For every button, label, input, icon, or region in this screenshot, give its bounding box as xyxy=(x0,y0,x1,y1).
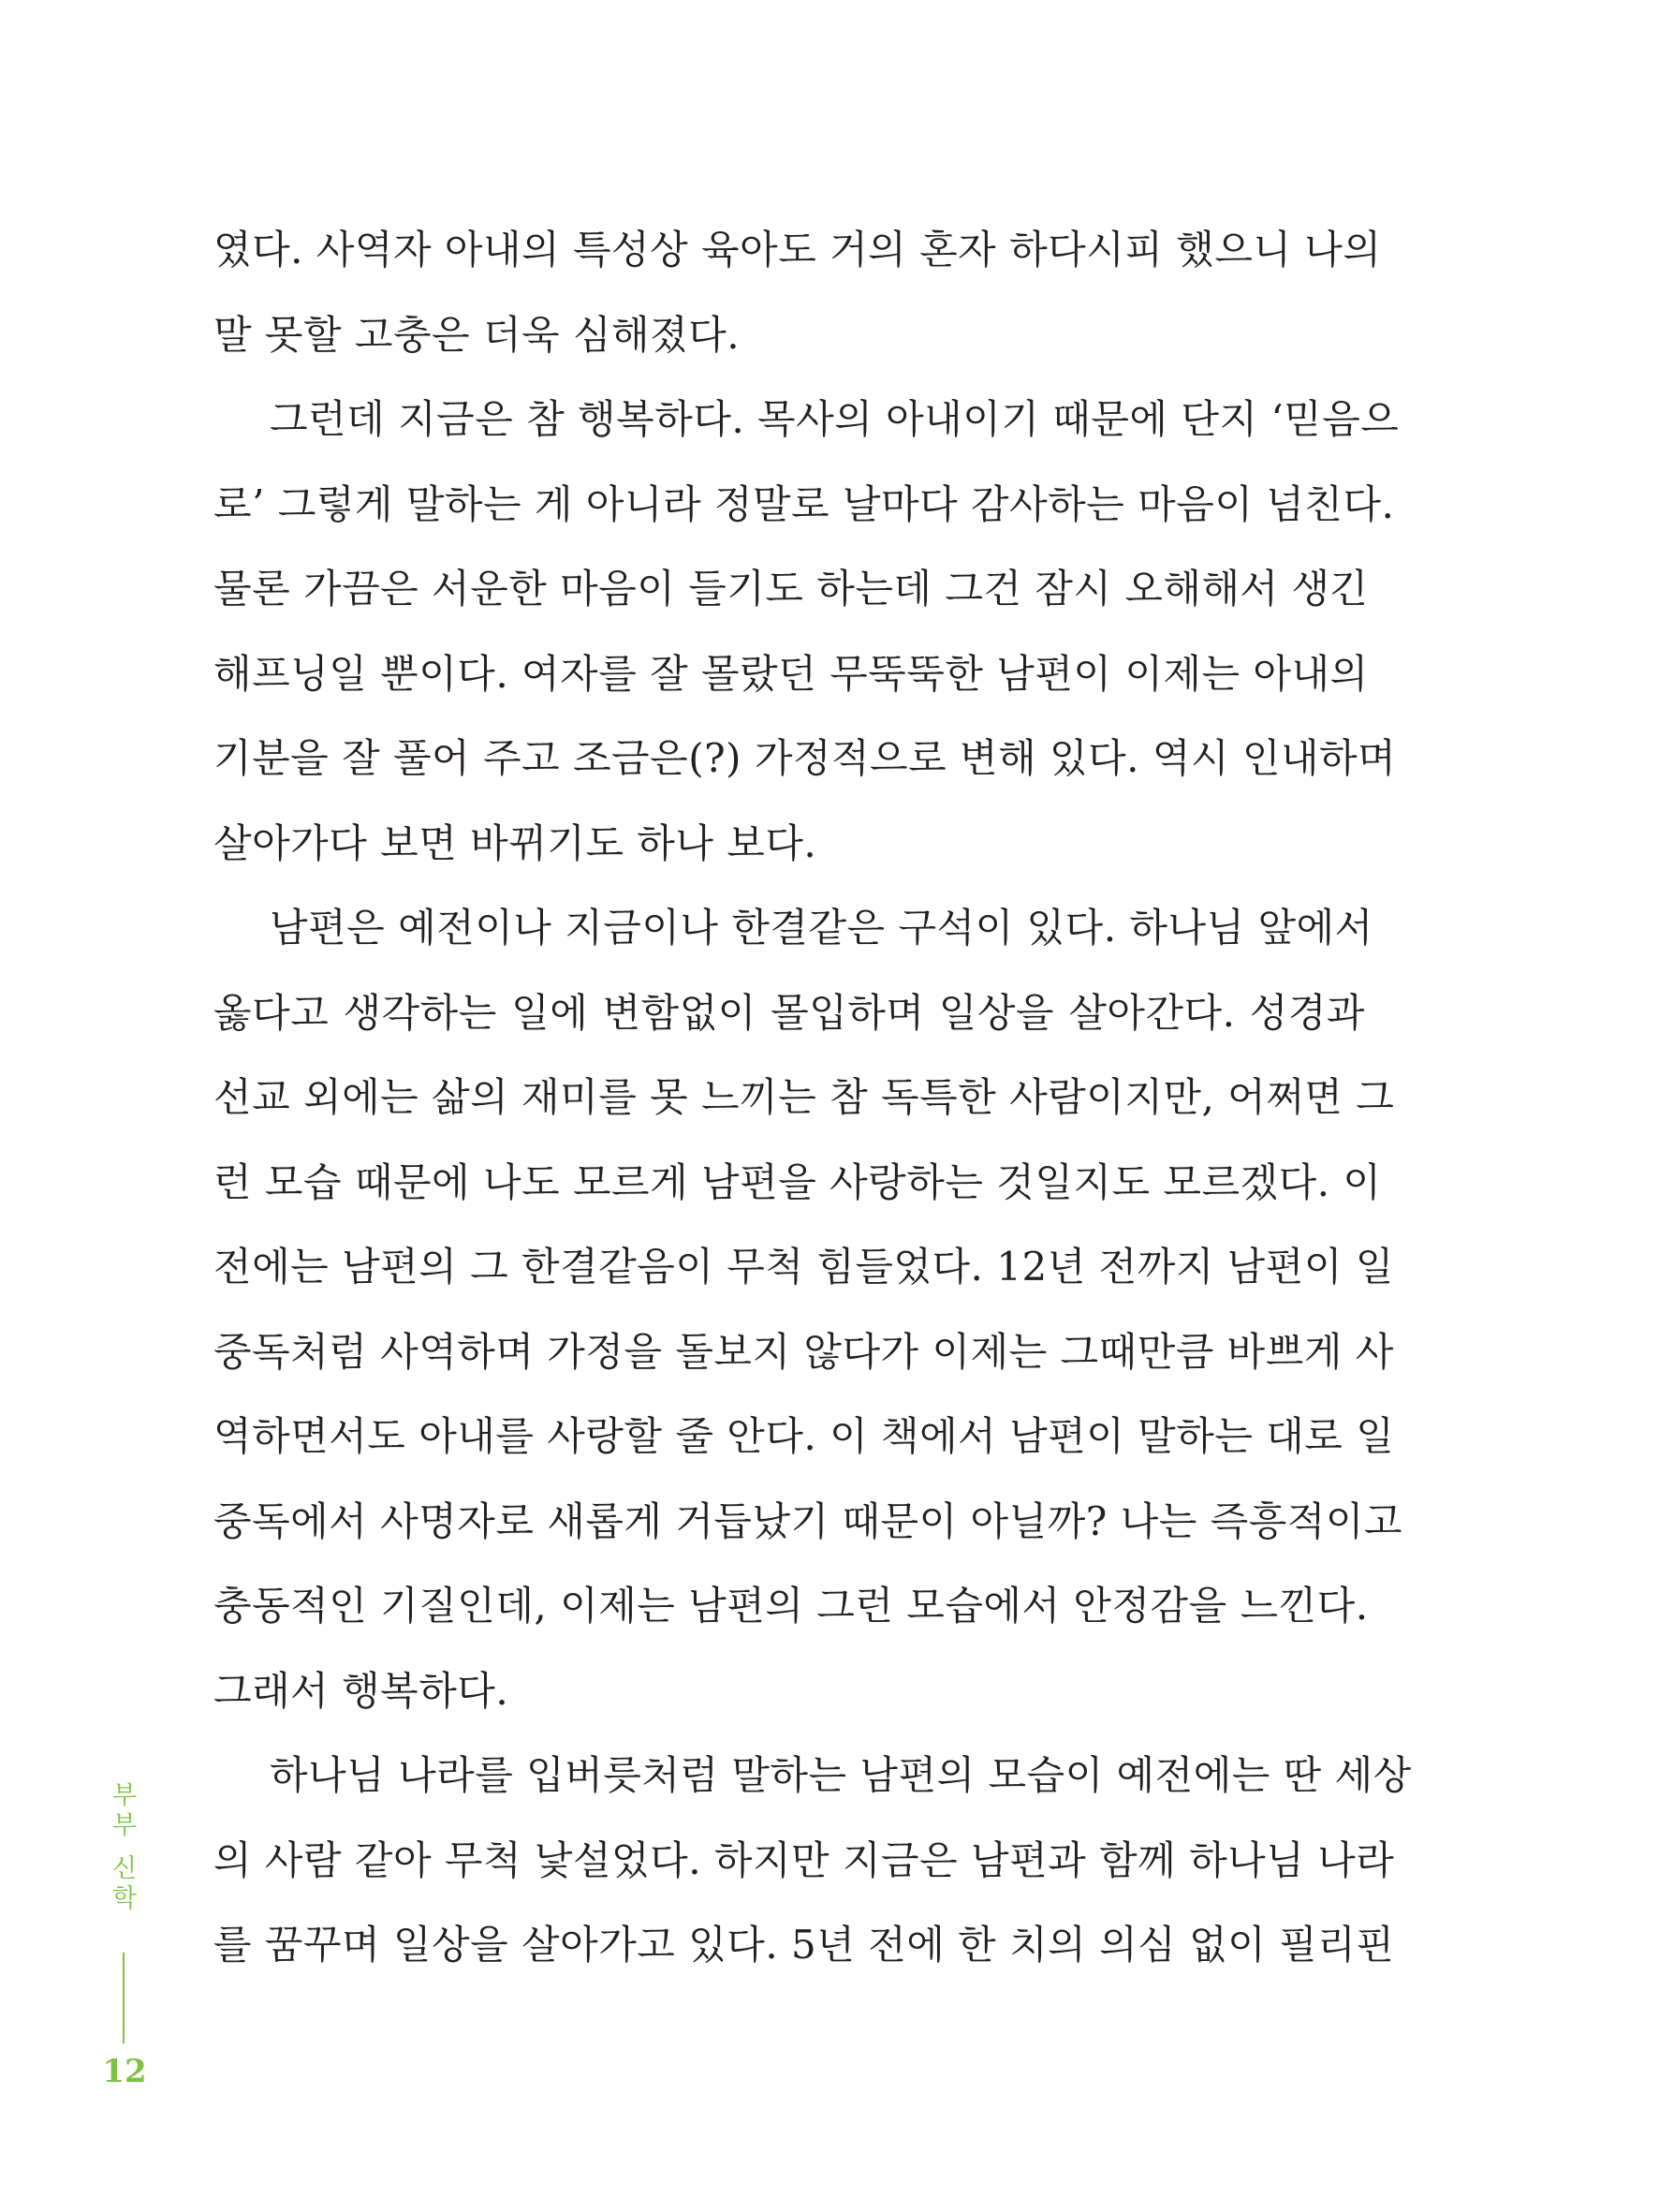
running-title-char: 학 xyxy=(111,1884,138,1913)
text-line: 선교 외에는 삶의 재미를 못 느끼는 참 독특한 사람이지만, 어쩌면 그 xyxy=(213,1074,1395,1120)
text-line: 해프닝일 뿐이다. 여자를 잘 몰랐던 무뚝뚝한 남편이 이제는 아내의 xyxy=(213,650,1369,697)
text-line: 그런데 지금은 참 행복하다. 목사의 아내이기 때문에 단지 ‘믿음으 xyxy=(270,396,1400,442)
text-line: 였다. 사역자 아내의 특성상 육아도 거의 혼자 하다시피 했으니 나의 xyxy=(213,227,1382,273)
text-line: 말 못할 고충은 더욱 심해졌다. xyxy=(213,311,741,358)
text-line: 남편은 예전이나 지금이나 한결같은 구석이 있다. 하나님 앞에서 xyxy=(270,905,1373,951)
text-line: 중독처럼 사역하며 가정을 돌보지 않다가 이제는 그때만큼 바쁘게 사 xyxy=(213,1328,1394,1375)
text-line: 를 꿈꾸며 일상을 살아가고 있다. 5년 전에 한 치의 의심 없이 필리핀 xyxy=(213,1922,1395,1968)
text-line: 하나님 나라를 입버릇처럼 말하는 남편의 모습이 예전에는 딴 세상 xyxy=(270,1752,1412,1798)
text-line: 전에는 남편의 그 한결같음이 무척 힘들었다. 12년 전까지 남편이 일 xyxy=(213,1244,1394,1290)
page-number: 12 xyxy=(102,2053,147,2090)
running-title-char: 신 xyxy=(111,1854,138,1883)
text-line: 옳다고 생각하는 일에 변함없이 몰입하며 일상을 살아간다. 성경과 xyxy=(213,989,1365,1036)
text-line: 그래서 행복하다. xyxy=(213,1667,509,1714)
text-line: 역하면서도 아내를 사랑할 줄 안다. 이 책에서 남편이 말하는 대로 일 xyxy=(213,1413,1395,1459)
text-line: 런 모습 때문에 나도 모르게 남편을 사랑하는 것일지도 모르겠다. 이 xyxy=(213,1158,1382,1205)
text-line: 살아가다 보면 바뀌기도 하나 보다. xyxy=(213,819,817,866)
text-line: 중독에서 사명자로 새롭게 거듭났기 때문이 아닐까? 나는 즉흥적이고 xyxy=(213,1497,1402,1544)
text-line: 충동적인 기질인데, 이제는 남편의 그런 모습에서 안정감을 느낀다. xyxy=(213,1583,1369,1629)
text-line: 기분을 잘 풀어 주고 조금은(?) 가정적으로 변해 있다. 역시 인내하며 xyxy=(213,735,1397,781)
running-title-char: 부 xyxy=(111,1811,138,1840)
folio-rule xyxy=(123,1953,125,2043)
running-title-gap xyxy=(109,1841,140,1854)
running-title xyxy=(109,1781,140,1914)
running-title-char: 부 xyxy=(111,1781,138,1810)
text-line: 로’ 그렇게 말하는 게 아니라 정말로 날마다 감사하는 마음이 넘친다. xyxy=(213,480,1395,527)
text-line: 의 사람 같아 무척 낯설었다. 하지만 지금은 남편과 함께 하나님 나라 xyxy=(213,1836,1395,1883)
body-text xyxy=(213,208,1412,1988)
text-line: 물론 가끔은 서운한 마음이 들기도 하는데 그건 잠시 오해해서 생긴 xyxy=(213,566,1369,612)
